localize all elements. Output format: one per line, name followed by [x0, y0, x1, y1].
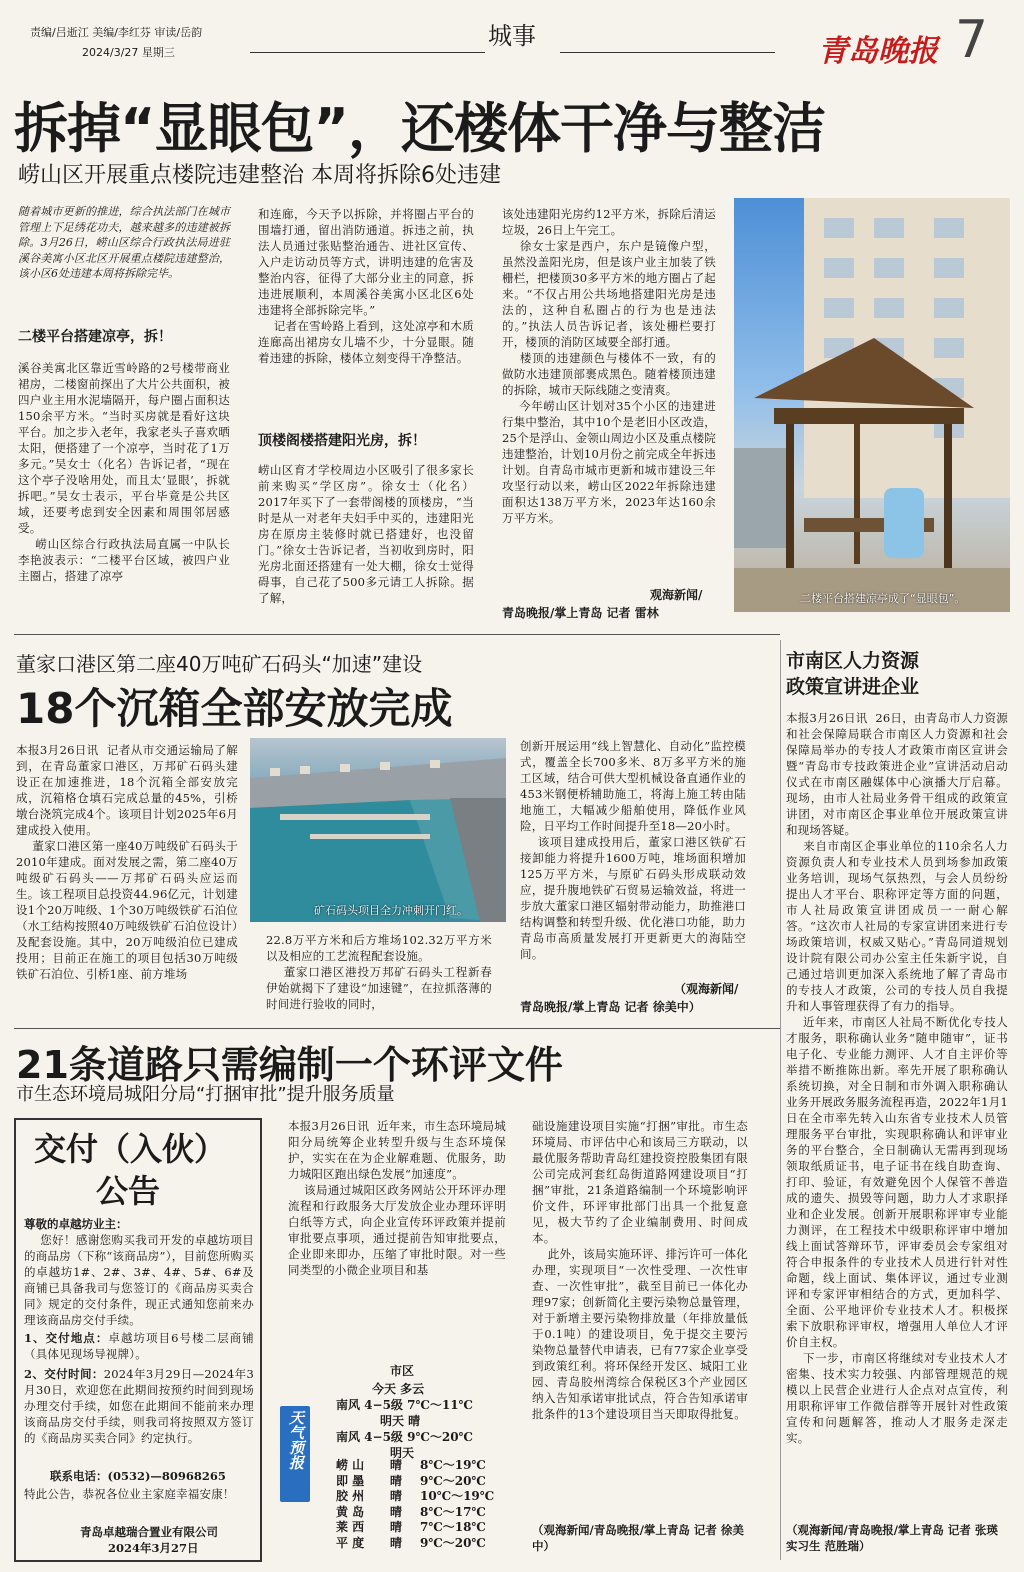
weather-district-table: [336, 1458, 506, 1551]
district-cond: 晴: [390, 1504, 403, 1519]
story1-photo: [734, 198, 1010, 612]
district-name: 胶 州: [336, 1489, 365, 1503]
district-name: 即 墨: [336, 1473, 365, 1488]
story2-kicker: 董家口港区第二座40万吨矿石码头“加速”建设: [16, 652, 423, 676]
weather-tomorrow-2: 明天: [390, 1446, 415, 1460]
story4-byline: （观海新闻/青岛晚报/掌上青岛 记者 徐美中）: [532, 1523, 744, 1553]
weather-label: 天气预报: [287, 1410, 305, 1470]
district-cond: 晴: [390, 1458, 403, 1472]
notice-item-2-label: 2、交付时间：: [24, 1367, 104, 1381]
header-rule-right: [560, 52, 775, 53]
district-name: 平 度: [336, 1535, 365, 1550]
header-staff: 责编/吕逝江 美编/李红芬 审读/岳韵: [30, 26, 203, 39]
notice-date: 2024年3月27日: [108, 1541, 199, 1555]
story2-byline-a: （观海新闻/: [674, 982, 739, 996]
story1-column-3: 该处违建阳光房约12平方米，拆除后清运垃圾，26日上午完工。 徐女士家是西户，东户是镜像户型，虽然没盖阳光房，但是该户业主加装了铁栅栏，把楼顶30多平方米的地方圈占了起来。“不仅占用公共场地搭建阳光房是违法的，这种自私圈占的行为也是违法的。”执法人员告诉记者，该处栅栏要打开，楼顶的消防区域要全部打通。 楼顶的违建颜色与楼体不一致，有的做防水违建顶部裹成黑色。随着楼顶违建的拆除，城市天际线随之变清爽。 今年崂山区计划对35个小区的违建进行集中整治，其中10个是老旧小区改造，25个是浮山、金领山周边小区及重点楼院违建整治，计划10月份之前完成全年拆违计划。自青岛市城市更新和城市建设三年攻坚行动以来，崂山区2022年拆除违建面积达138万平方米，2023年达160余万平方米。: [502, 207, 716, 525]
story3-byline: （观海新闻/青岛晚报/掌上青岛 记者 张瑛 实习生 范胜瑞）: [786, 1523, 998, 1553]
weather-city-title: 市区: [390, 1364, 415, 1378]
weather-district-row: [336, 1474, 506, 1490]
district-cond: 晴: [390, 1520, 403, 1534]
notice-closing: 特此公告，恭祝各位业主家庭幸福安康！: [24, 1487, 235, 1501]
story1-byline-b: 青岛晚报/掌上青岛 记者 雷林: [502, 606, 659, 620]
district-temp: 8℃～17℃: [420, 1504, 486, 1519]
weather-tomorrow-1: 明天 晴: [380, 1414, 421, 1428]
notice-item-2: [24, 1366, 254, 1446]
notice-box: [14, 1118, 262, 1562]
story3-body: 本报3月26日讯 26日，由青岛市人力资源和社会保障局联合市南区人力资源和社会保障局举办的专技人才政策市南区宣讲会暨“青岛市专技政策进企业”宣讲活动启动仪式在市南区融媒体中心演播大厅启幕。现场，由市人社局业务骨干组成的政策宣讲团，对市南区企事业单位开展政策宣讲和现场答疑。 来自市南区企事业单位的110余名人力资源负责人和专业技术人员到场参加政策业务培训，现场气氛热烈，与会人员纷纷提出人才平台、职称评定等方面的问题，市人社局政策宣讲团成员一一耐心解答。“这次市人社局的专家宣讲团来进行专场政策培训，权威又贴心。”青岛同道规划设计院有限公司办公室主任朱新宇说，自己通过培训更加深入系统地了解了青岛市的专技人才政策，公司的专技人员自我提升和人事管理获得了有力的指导。 近年来，市南区人社局不断优化专技人才服务，职称确认业务“随申随审”，证书电子化、专业能力测评、人才自主评价等举措不断推陈出新。率先开展了职称确认系统切换，对全日制和市外调入职称确认业务开展政务服务流程再造，2022年1月1日在全市率先转入山东省专业技术人员管理服务平台审批，实现职称确认和评审业务的平台整合，全日制确认无需再到现场领取纸质证书，电子证书在线自助查询、打印、验证，有效避免因个人保管不善造成的遗失、损毁等问题，助力人才求职择业和企业发展。创新开展职称评审专业能力测评，在工程技术中级职称评审中增加线上面试答辩环节，评审委员会专家组对符合申报条件的专业技术人员进行针对性命题，线上面试、集体评议，通过专业测评和专家评审相结合的方式，更加科学、全面、公平地评价专业技术人才。积极探索下放职称评审权，增强用人单位人才评价自主权。 下一步，市南区将继续对专业技术人才密集、技术实力较强、内部管理规范的规模以上民营企业进行人企点对点宣传，利用职称评审工作微信群等开展针对性政策宣传和问题解答，推动人才服务走深走实。: [786, 711, 1008, 1445]
story1-column-2a: 和连廊，今天予以拆除，并将圈占平台的围墙打通，留出消防通道。拆违之前，执法人员通过张贴整治通告、进社区宣传、入户走访动员等方式，讲明违建的危害及整治内容，征得了大部分业主的同意，拆违进展顺利，本周溪谷美寓小区北区6处违建将全部拆除完毕。” 记者在雪岭路上看到，这处凉亭和木质连廊高出裙房女儿墙不少，十分显眼。随着违建的拆除，楼体立刻变得干净整洁。: [258, 207, 474, 365]
notice-title-1: 交付（入伙）: [34, 1130, 227, 1168]
header-date: 2024/3/27 星期三: [82, 46, 175, 59]
story3-headline: 市南区人力资源 政策宣讲进企业: [786, 650, 920, 698]
weather-label-box: [280, 1406, 310, 1502]
story4-column-1: 本报3月26日讯 近年来，市生态环境局城阳分局统筹企业转型升级与生态环境保护，实实在在为企业解难题、优服务，助力城阳区跑出绿色发展“加速度”。 该局通过城阳区政务网站公开环评办理流程和行政服务大厅发放企业办理环评明白纸等方式，向企业宣传环评政策并提前审批要点事项，通过提前告知审批要点，企业即来即办，压缩了审批时限。对一些同类型的小微企业项目和基: [288, 1119, 506, 1277]
district-cond: 晴: [390, 1489, 403, 1503]
port-aerial-illustration: [250, 738, 506, 922]
notice-company: 青岛卓越瑞合置业有限公司: [80, 1525, 218, 1539]
story1-subhead-1: 二楼平台搭建凉亭，拆！: [18, 329, 172, 345]
story2-byline-b: 青岛晚报/掌上青岛 记者 徐美中）: [520, 1000, 701, 1014]
story2-photo-caption: 矿石码头项目全力冲刺开门红。: [314, 904, 468, 917]
district-temp: 9℃～20℃: [420, 1473, 486, 1488]
column-divider: [780, 640, 781, 1560]
paper-logo: 青岛晚报: [818, 34, 938, 69]
notice-item-1: [24, 1330, 254, 1362]
district-cond: 晴: [390, 1473, 403, 1488]
district-temp: 7℃～18℃: [420, 1520, 486, 1534]
story2-column-3: 创新开展运用“线上智慧化、自动化”监控模式，覆盖全长700多米、8万多平方米的施工区域，结合可供大型机械设备直通作业的453米钢便桥辅助施工，将海上施工转由陆地施工，大幅减少船舶使用，降低作业风险，日平均工作时间提升至18—20小时。 该项目建成投用后，董家口港区铁矿石接卸能力将提升1600万吨，堆场面积增加125万平方米，与原矿石码头形成联动效应，提升腹地铁矿石贸易运输效益，将进一步放大董家口港区辐射带动能力，助推港口结构调整和转型升级、优化港口功能，助力青岛市高质量发展打开更新更大的海陆空间。: [520, 739, 746, 961]
weather-district-row: [336, 1536, 506, 1552]
notice-body: 您好！感谢您购买我司开发的卓越坊项目的商品房（下称“该商品房”），目前您所购买的卓越坊1#、2#、3#、4#、5#、6#及商铺已具备我司与您签订的《商品房买卖合同》规定的交付条件，现正式通知您前来办理该商品房交付手续。: [24, 1233, 254, 1327]
page-number: 7: [955, 10, 989, 70]
notice-item-2-text: 2024年3月29日—2024年3月30日，欢迎您在此期间按预约时间到现场办理交付手续，如您在此期间不能前来办理该商品房交付手续，则我司将按照双方签订的《商品房买卖合同》约定执行。: [24, 1367, 254, 1445]
story1-subhead: 崂山区开展重点楼院违建整治 本周将拆除6处违建: [18, 163, 501, 188]
story4-subhead: 市生态环境局城阳分局“打捆审批”提升服务质量: [16, 1084, 395, 1105]
story1-lead: 随着城市更新的推进，综合执法部门在城市管理上下足绣花功夫，越来越多的违建被拆除。3月26日，崂山区综合行政执法局进驻溪谷美寓小区北区开展重点楼院违建整治，该小区6处违建本周将拆除完毕。: [18, 205, 230, 280]
district-temp: 10℃～19℃: [420, 1489, 495, 1503]
district-name: 莱 西: [336, 1520, 365, 1534]
header-rule-left: [250, 52, 485, 53]
weather-district-row: [336, 1489, 506, 1505]
district-temp: 9℃～20℃: [420, 1535, 486, 1550]
notice-title-2: 公告: [96, 1172, 161, 1210]
story1-headline: 拆掉“显眼包”，还楼体干净与整洁: [14, 97, 825, 160]
section-name: 城事: [488, 22, 536, 50]
story1-byline-a: 观海新闻/: [650, 588, 703, 602]
district-name: 黄 岛: [336, 1504, 365, 1519]
notice-item-1-text: 卓越坊项目6号楼二层商铺（具体见现场导视牌）。: [24, 1331, 255, 1361]
story4-headline: 21条道路只需编制一个环评文件: [16, 1043, 563, 1087]
divider-2: [14, 1028, 780, 1029]
weather-today: 今天 多云: [372, 1382, 425, 1396]
story1-column-2b: 崂山区育才学校周边小区吸引了很多家长前来购买“学区房”。徐女士（化名）2017年买下了一套带阁楼的顶楼房，“当时是从一对老年夫妇手中买的，违建阳光房在原房主装修时就已搭建好，也没留门。”徐女士告诉记者，当初收到房时，阳光房北面还搭建有一处大棚，徐女士觉得碍事，自己花了500多元请工人拆除。据了解，: [258, 463, 474, 605]
story1-subhead-2: 顶楼阁楼搭建阳光房，拆！: [258, 433, 426, 449]
story4-column-2: 础设施建设项目实施“打捆”审批。市生态环境局、市评估中心和该局三方联动，以最优服务帮助青岛红建投资控股集团有限公司完成河套红岛街道路网建设项目“打捆”审批，21条道路编制一个环境影响评价文件，环评审批部门出具一个批复意见，极大节约了企业编制费用、时间成本。 此外，该局实施环评、排污许可一体化办理，实现项目“一次性受理、一次性审查、一次性审批”，截至目前已一体化办理97家；创新简化主要污染物总量管理，对于新增主要污染物排放量（年排放量低于0.1吨）的建设项目，免于提交主要污染物总量替代申请表，已有77家企业享受到政策红利。将环保经开发区、城阳工业园、青岛胶州湾综合保税区3个产业园区纳入告知承诺审批试点，符合告知承诺审批条件的13个建设项目当天即取得批复。: [532, 1119, 748, 1421]
district-temp: 8℃～19℃: [420, 1458, 486, 1472]
story2-column-1: 本报3月26日讯 记者从市交通运输局了解到，在青岛董家口港区，万邦矿石码头建设正在加速推进，18个沉箱全部安放完成，沉箱格仓填石完成总量的45%，引桥墩台浇筑完成4个。该项目计划2025年6月建成投入使用。 董家口港区第一座40万吨级矿石码头于2010年建成。面对发展之需，第二座40万吨级矿石码头——万邦矿石码头应运而生。该工程项目总投资44.96亿元，计划建设1个20万吨级、1个30万吨级铁矿石泊位（水工结构按照40万吨级铁矿石泊位设计）及配套设施。其中，20万吨级泊位已建成投用；目前正在施工的项目包括30万吨级铁矿石泊位、引桥1座、前方堆场: [16, 743, 238, 981]
notice-salutation: 尊敬的卓越坊业主：: [24, 1217, 128, 1231]
story2-photo: [250, 738, 506, 922]
weather-district-row: [336, 1458, 506, 1474]
story2-headline: 18个沉箱全部安放完成: [16, 684, 453, 733]
story1-photo-caption: 二楼平台搭建凉亭成了“显眼包”。: [800, 592, 966, 605]
weather-district-row: [336, 1505, 506, 1521]
story2-column-2: 22.8万平方米和后方堆场102.32万平方米以及相应的工艺流程配套设施。 董家口港区港投万邦矿石码头工程新春伊始就揭下了建设“加速键”，在拉抓落薄的时间进行验收的同时，: [266, 933, 492, 1011]
notice-phone: 联系电话：(0532)—80968265: [50, 1469, 226, 1483]
divider-1: [14, 634, 780, 635]
weather-district-row: [336, 1520, 506, 1536]
notice-item-1-label: 1、交付地点：: [24, 1331, 109, 1345]
story1-column-1: 溪谷美寓北区靠近雪岭路的2号楼带商业裙房，二楼窗前探出了大片公共面积，被四户业主用水泥墙隔开，每户圈占面积达150余平方米。“当时买房就是看好这块平台。加之步入老年，我家老头子喜欢晒太阳，便搭建了一个凉亭，当时花了1万多元。”吴女士（化名）告诉记者，“现在这个亭子没啥用处，而且太‘显眼’，拆就拆吧。”吴女士表示，平台毕竟是公共区域，还要考虑到安全因素和周围邻居感受。 崂山区综合行政执法局直属一中队长李艳波表示：“二楼平台区域，被四户业主圈占，搭建了凉亭: [18, 361, 230, 583]
weather-today-wind: 南风 4−5级 7℃～11℃: [336, 1398, 473, 1412]
district-cond: 晴: [390, 1535, 403, 1550]
district-name: 崂 山: [336, 1458, 365, 1472]
pavilion-building-illustration: [734, 198, 1010, 612]
weather-tomorrow-1-wind: 南风 4−5级 9℃～20℃: [336, 1430, 473, 1444]
